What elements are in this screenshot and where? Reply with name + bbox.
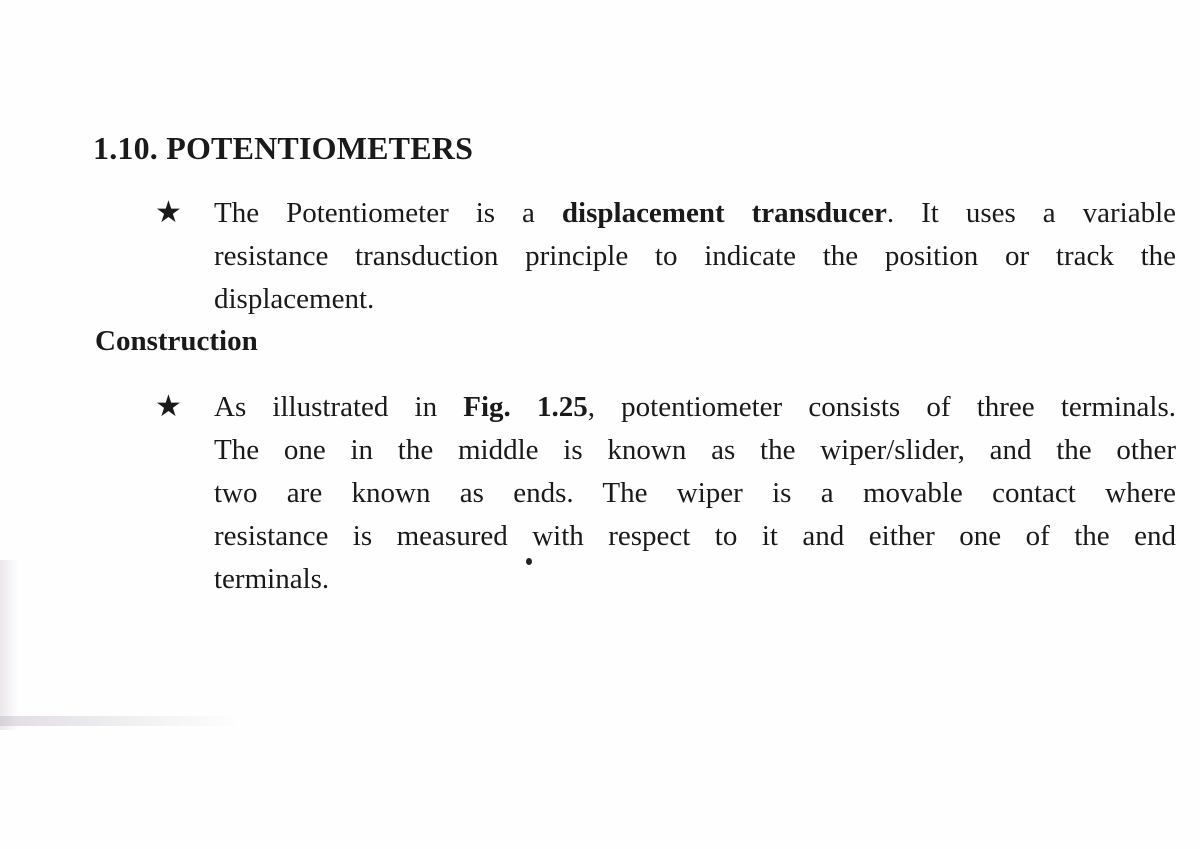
construction-line-2: The one in the middle is known as the wiper/slider, and the other: [214, 434, 1176, 466]
intro-line-1: [214, 192, 1176, 235]
figure-reference: Fig. 1.25: [463, 391, 588, 423]
construction-text: As illustrated in: [214, 391, 464, 423]
intro-paragraph: [214, 192, 1176, 321]
scan-shadow: [0, 560, 18, 730]
intro-text: The Potentiometer is a: [214, 197, 562, 229]
scan-artifact: [0, 716, 240, 726]
construction-paragraph: [214, 386, 1176, 601]
construction-line-4: resistance is measured with respect to it and either one of the end: [214, 520, 1176, 552]
ink-dot: [526, 558, 532, 565]
intro-line-3: displacement.: [214, 283, 375, 315]
star-bullet-icon: ★: [155, 196, 182, 229]
construction-line-5: terminals.: [214, 563, 330, 595]
construction-heading: Construction: [95, 325, 258, 357]
construction-line-3: two are known as ends. The wiper is a movable contact where: [214, 477, 1176, 509]
star-bullet-icon: ★: [155, 390, 182, 423]
construction-line-1: [214, 386, 1176, 429]
intro-text: . It uses a variable: [886, 197, 1176, 229]
section-heading: 1.10. POTENTIOMETERS: [93, 130, 474, 166]
intro-line-2: resistance transduction principle to indicate the position or track the: [214, 240, 1176, 272]
construction-text: , potentiometer consists of three terminals.: [587, 391, 1176, 423]
intro-bold-term: displacement transducer: [561, 197, 887, 229]
